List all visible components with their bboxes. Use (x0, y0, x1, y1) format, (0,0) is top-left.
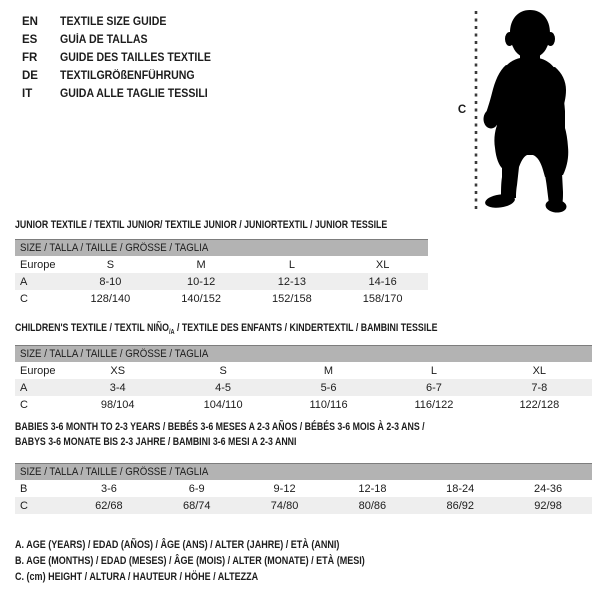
height-cell: 152/158 (271, 292, 312, 305)
height-cell: 80/86 (358, 499, 387, 512)
size-header-bar (15, 463, 592, 480)
table-row-europe (15, 256, 428, 273)
language-row-it (22, 85, 224, 103)
table-row-age (15, 273, 428, 290)
size-cell: L (288, 258, 295, 271)
footnote-b: B. AGE (MONTHS) / EDAD (MESES) / ÂGE (MOIS) / ALTER (MONATE) / ETÀ (MESI) (15, 555, 365, 567)
table-row-height (15, 497, 592, 514)
height-cell: 128/140 (90, 292, 131, 305)
baby-silhouette (484, 10, 569, 214)
table-row-age-months (15, 480, 592, 497)
language-title: GUÍA DE TALLAS (60, 34, 148, 46)
age-cell: 14-16 (368, 275, 397, 288)
age-cell: 18-24 (446, 482, 475, 495)
row-label: Europe (20, 258, 56, 271)
language-title: GUIDE DES TAILLES TEXTILE (60, 52, 211, 64)
baby-silhouette-figure (460, 6, 598, 214)
title-line-2: BABYS 3-6 MONATE BIS 2-3 JAHRE / BAMBINI 3-6 MESI A 2-3 ANNI (15, 436, 297, 448)
size-table-babies (15, 463, 592, 514)
size-cell: L (430, 364, 437, 377)
size-header-text: SIZE / TALLA / TAILLE / GRÖSSE / TAGLIA (20, 466, 209, 478)
age-cell: 6-7 (425, 381, 442, 394)
table-row-height (15, 290, 428, 307)
size-cell: M (323, 364, 334, 377)
height-cell: 104/110 (203, 398, 243, 411)
height-cell: 74/80 (270, 499, 299, 512)
age-cell: 9-12 (273, 482, 296, 495)
row-label: A (20, 381, 28, 394)
age-cell: 3-6 (100, 482, 117, 495)
height-cell: 140/152 (181, 292, 221, 305)
age-cell: 3-4 (109, 381, 126, 394)
height-cell: 62/68 (95, 499, 123, 512)
age-cell: 6-9 (188, 482, 205, 495)
size-header-text: SIZE / TALLA / TAILLE / GRÖSSE / TAGLIA (20, 242, 209, 254)
table-row-height (15, 396, 592, 413)
size-header-text: SIZE / TALLA / TAILLE / GRÖSSE / TAGLIA (20, 348, 209, 360)
height-cell: 110/116 (309, 398, 348, 411)
size-table-children (15, 345, 592, 413)
title-subscript: /A (168, 329, 175, 337)
age-cell: 5-6 (320, 381, 337, 394)
language-row-de (22, 67, 224, 85)
title-text: CHILDREN'S TEXTILE / TEXTIL NIÑO (15, 322, 169, 334)
language-code: ES (22, 34, 38, 46)
age-cell: 8-10 (99, 275, 122, 288)
language-row-es (22, 31, 224, 49)
language-code: DE (22, 70, 38, 82)
age-cell: 24-36 (533, 482, 563, 495)
age-cell: 7-8 (531, 381, 548, 394)
size-header-bar (15, 345, 592, 362)
row-label: C (20, 292, 28, 305)
row-label: Europe (20, 364, 56, 377)
language-code: EN (22, 16, 38, 28)
section-title-children (15, 322, 437, 339)
language-title: GUIDA ALLE TAGLIE TESSILI (60, 88, 208, 100)
size-cell: S (106, 258, 115, 271)
size-cell: M (196, 258, 206, 271)
language-code: FR (22, 52, 38, 64)
language-title: TEXTILGRÖßENFÜHRUNG (60, 70, 195, 82)
title-line-1: BABIES 3-6 MONTH TO 2-3 YEARS / BEBÉS 3-6 MESES A 2-3 AÑOS / BÉBÉS 3-6 MOIS À 2-3 ANS / (15, 421, 425, 433)
table-row-age (15, 379, 592, 396)
language-row-fr (22, 49, 224, 67)
age-cell: 10-12 (187, 275, 216, 288)
age-cell: 12-13 (277, 275, 306, 288)
row-label: A (20, 275, 28, 288)
size-header-bar (15, 239, 428, 256)
language-code: IT (22, 88, 33, 100)
size-cell: XL (532, 364, 547, 377)
size-cell: XL (375, 258, 390, 271)
footnote-a: A. AGE (YEARS) / EDAD (AÑOS) / ÂGE (ANS) / ALTER (JAHRE) / ETÀ (ANNI) (15, 539, 340, 551)
table-row-europe (15, 362, 592, 379)
row-label: C (20, 499, 28, 512)
height-cell: 92/98 (534, 499, 562, 512)
language-row-en (22, 13, 224, 31)
age-cell: 4-5 (215, 381, 232, 394)
height-cell: 158/170 (362, 292, 403, 305)
size-table-junior (15, 239, 428, 307)
footnote-c: C. (cm) HEIGHT / ALTURA / HAUTEUR / HÖHE / ALTEZZA (15, 571, 259, 583)
section-title-junior: JUNIOR TEXTILE / TEXTIL JUNIOR/ TEXTILE JUNIOR / JUNIORTEXTIL / JUNIOR TESSILE (15, 219, 388, 231)
footnote-legend (15, 537, 442, 585)
height-cell: 116/122 (414, 398, 454, 411)
height-cell: 86/92 (446, 499, 474, 512)
language-title: TEXTILE SIZE GUIDE (60, 16, 167, 28)
measure-label-c: C (457, 104, 467, 116)
height-cell: 98/104 (100, 398, 135, 411)
size-cell: S (219, 364, 227, 377)
age-cell: 12-18 (358, 482, 387, 495)
size-cell: XS (110, 364, 126, 377)
language-title-list (22, 13, 224, 103)
height-cell: 68/74 (182, 499, 211, 512)
row-label: C (20, 398, 28, 411)
title-text: / TEXTILE DES ENFANTS / KINDERTEXTIL / BAMBINI TESSILE (174, 322, 438, 334)
height-cell: 122/128 (519, 398, 560, 411)
row-label: B (20, 482, 28, 495)
section-title-babies (15, 421, 425, 451)
